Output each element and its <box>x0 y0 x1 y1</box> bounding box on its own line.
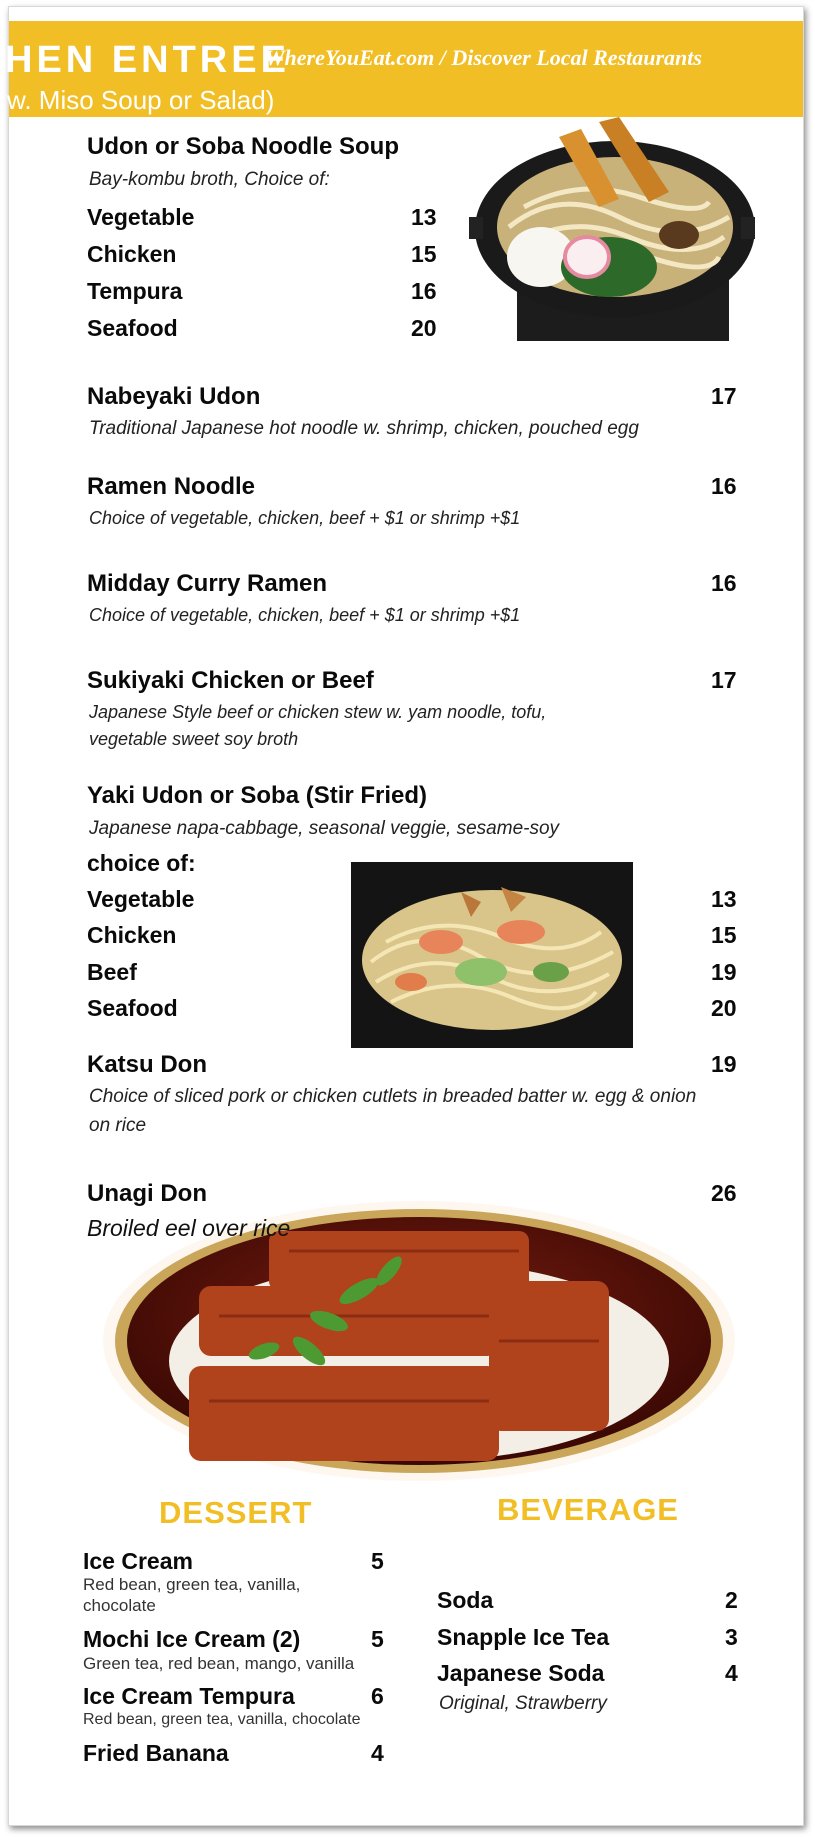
watermark: WhereYouEat.com / Discover Local Restaurants <box>265 45 702 70</box>
item-price-katsu: 19 <box>711 1051 737 1077</box>
dessert-item-name: Ice Cream <box>83 1548 193 1574</box>
dessert-item-price: 4 <box>371 1740 384 1766</box>
item-price: 17 <box>711 383 737 409</box>
beverage-item-price: 4 <box>725 1660 738 1686</box>
item-desc: Choice of vegetable, chicken, beef + $1 or shrimp +$1 <box>89 508 521 528</box>
choice-label: choice of: <box>87 850 196 876</box>
dessert-item-price: 6 <box>371 1683 384 1709</box>
option-label: Chicken <box>87 241 177 267</box>
item-name-unagi: Unagi Don <box>87 1180 207 1207</box>
dessert-item-desc: Red bean, green tea, vanilla, chocolate <box>83 1711 361 1728</box>
item-name: Ramen Noodle <box>87 473 256 500</box>
menu-page <box>5 6 804 1826</box>
dessert-item-price: 5 <box>371 1548 384 1574</box>
item-name-katsu: Katsu Don <box>87 1051 207 1078</box>
section-title: HEN ENTREE <box>5 39 290 81</box>
option-price: 16 <box>411 278 437 304</box>
item-desc-udon-soba: Bay-kombu broth, Choice of: <box>89 169 330 190</box>
item-desc-unagi: Broiled eel over rice <box>87 1215 291 1241</box>
option-label: Vegetable <box>87 204 195 230</box>
item-desc-katsu: Choice of sliced pork or chicken cutlets in breaded batter w. egg & onion <box>89 1086 697 1107</box>
option-label: Vegetable <box>87 886 195 912</box>
dessert-item-name: Ice Cream Tempura <box>83 1683 295 1709</box>
item-name: Nabeyaki Udon <box>87 383 261 410</box>
option-label: Seafood <box>87 315 178 341</box>
beverage-heading: BEVERAGE <box>497 1492 679 1527</box>
item-desc: vegetable sweet soy broth <box>89 729 299 749</box>
yaki-udon-image <box>351 862 633 1048</box>
dessert-item-desc: Green tea, red bean, mango, vanilla <box>83 1654 355 1673</box>
dessert-heading: DESSERT <box>159 1495 313 1530</box>
item-price: 16 <box>711 473 737 499</box>
option-price: 19 <box>711 959 737 985</box>
item-price-unagi: 26 <box>711 1180 737 1206</box>
dessert-item-desc: Red bean, green tea, vanilla, <box>83 1575 301 1594</box>
dessert-item-price: 5 <box>371 1626 384 1652</box>
beverage-item-desc: Original, Strawberry <box>439 1693 607 1714</box>
option-price: 15 <box>411 241 437 267</box>
item-desc-yaki: Japanese napa-cabbage, seasonal veggie, sesame-soy <box>89 818 560 839</box>
option-price: 15 <box>711 922 737 948</box>
header-banner <box>5 21 803 117</box>
item-desc-katsu-2: on rice <box>89 1115 147 1136</box>
option-label: Chicken <box>87 922 177 948</box>
item-name-yaki: Yaki Udon or Soba (Stir Fried) <box>87 782 428 809</box>
item-desc: Japanese Style beef or chicken stew w. yam noodle, tofu, <box>89 702 547 722</box>
beverage-item-price: 2 <box>725 1587 738 1613</box>
dessert-item-name: Mochi Ice Cream (2) <box>83 1626 301 1652</box>
beverage-item-name: Soda <box>437 1587 494 1613</box>
item-desc: Choice of vegetable, chicken, beef + $1 or shrimp +$1 <box>89 605 521 625</box>
option-label: Seafood <box>87 995 178 1021</box>
option-label: Tempura <box>87 278 183 304</box>
beverage-item-name: Japanese Soda <box>437 1660 605 1686</box>
option-price: 13 <box>411 204 437 230</box>
dessert-item-desc: chocolate <box>83 1596 156 1615</box>
option-price: 20 <box>711 995 737 1021</box>
option-price: 20 <box>411 315 437 341</box>
udon-soup-image <box>469 117 755 343</box>
dessert-item-name: Fried Banana <box>83 1740 229 1766</box>
beverage-item-price: 3 <box>725 1624 738 1650</box>
item-price: 17 <box>711 667 737 693</box>
option-price: 13 <box>711 886 737 912</box>
item-desc: Traditional Japanese hot noodle w. shrimp, chicken, pouched egg <box>89 418 639 439</box>
item-name-udon-soba: Udon or Soba Noodle Soup <box>87 133 399 160</box>
section-subtitle: w. Miso Soup or Salad) <box>7 85 275 115</box>
item-name: Midday Curry Ramen <box>87 570 328 597</box>
item-price: 16 <box>711 570 737 596</box>
item-name: Sukiyaki Chicken or Beef <box>87 667 374 694</box>
beverage-item-name: Snapple Ice Tea <box>437 1624 610 1650</box>
option-label: Beef <box>87 959 137 985</box>
